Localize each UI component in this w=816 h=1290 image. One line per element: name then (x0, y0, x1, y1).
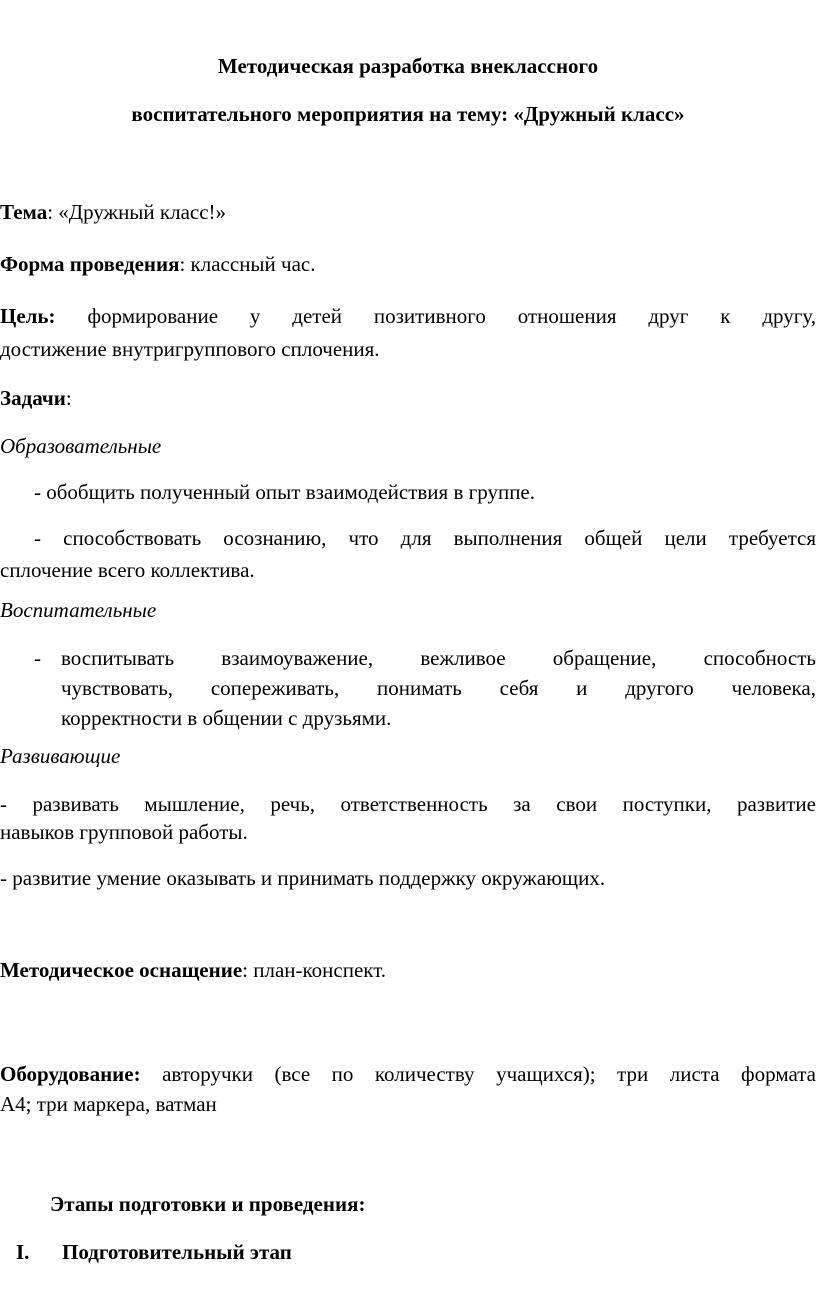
upbringing-line-3: корректности в общении с друзьями. (61, 706, 392, 730)
educational-item-2-line-2: сплочение всего коллектива. (0, 558, 255, 582)
doc-title-line-2: воспитательного мероприятия на тему: «Дружный класс» (131, 102, 685, 126)
topic-label: Тема (0, 200, 48, 224)
upbringing-line-1: воспитывать взаимоуважение, вежливое обращение, способность (61, 646, 816, 670)
equipment-text-1: авторучки (все по количеству учащихся); три листа формата (162, 1062, 816, 1086)
topic-value: : «Дружный класс!» (47, 200, 227, 224)
methodical-row (0, 956, 816, 985)
tasks-label: Задачи (0, 386, 66, 410)
educational-item-2-line-1: - способствовать осознанию, что для выполнения общей цели требуется (34, 526, 816, 550)
goal-text-1: формирование у детей позитивного отношения друг к другу, (87, 304, 816, 328)
tasks-row (0, 384, 816, 413)
upbringing-heading: Воспитательные (0, 598, 157, 622)
equipment-line-2: А4; три маркера, ватман (0, 1092, 217, 1116)
goal-line-2: достижение внутригруппового сплочения. (0, 337, 380, 361)
methodical-label: Методическое оснащение (0, 958, 243, 982)
developing-item-1-line-1: - развивать мышление, речь, ответственность за свои поступки, развитие (0, 792, 816, 816)
upbringing-line-2: чувствовать, сопереживать, понимать себя и другого человека, (61, 676, 816, 700)
upbringing-dash: - (34, 646, 41, 670)
developing-item-2: - развитие умение оказывать и принимать поддержку окружающих. (0, 866, 606, 890)
educational-item-1: - обобщить полученный опыт взаимодействия в группе. (34, 480, 536, 504)
tasks-colon: : (65, 386, 72, 410)
form-value: : классный час. (179, 252, 316, 276)
form-label: Форма проведения (0, 252, 180, 276)
stage-1-number: I. (16, 1240, 30, 1264)
equipment-label: Оборудование: (0, 1062, 141, 1086)
goal-line-1 (0, 302, 816, 331)
form-row (0, 250, 816, 279)
doc-title-line-1: Методическая разработка внеклассного (217, 54, 599, 78)
equipment-line-1 (0, 1060, 816, 1089)
goal-label: Цель: (0, 304, 56, 328)
stage-1-title: Подготовительный этап (62, 1240, 292, 1264)
topic-row (0, 198, 816, 227)
developing-heading: Развивающие (0, 744, 121, 768)
stages-heading: Этапы подготовки и проведения: (50, 1192, 366, 1216)
educational-heading: Образовательные (0, 434, 162, 458)
methodical-value: : план-конспект. (242, 958, 387, 982)
developing-item-1-line-2: навыков групповой работы. (0, 820, 248, 844)
